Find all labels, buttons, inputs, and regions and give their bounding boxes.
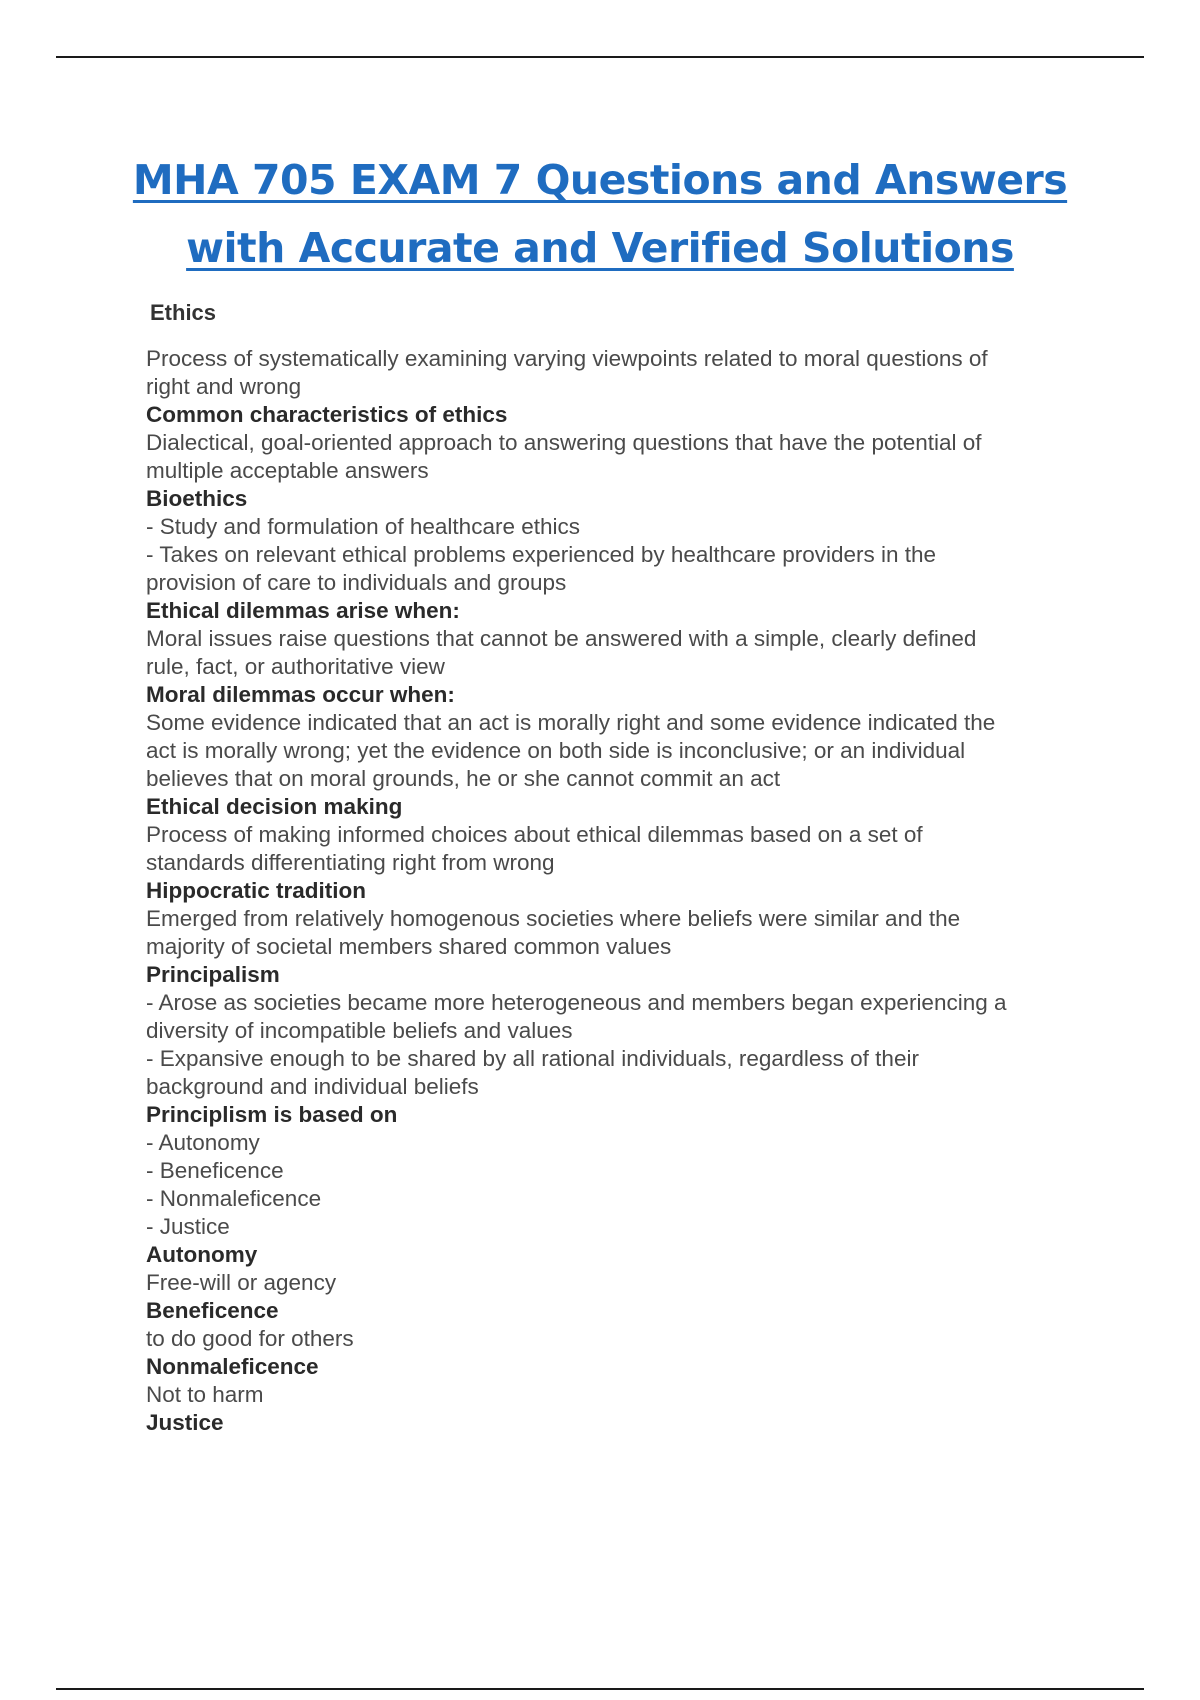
document-title — [60, 146, 1140, 282]
qa-entry — [146, 1409, 1086, 1437]
entry-definition-line: - Takes on relevant ethical problems experienced by healthcare providers in the — [146, 542, 937, 567]
qa-entry — [146, 485, 1086, 597]
entry-definition-line: Dialectical, goal-oriented approach to answering questions that have the potential of — [146, 430, 982, 455]
definition-line: right and wrong — [146, 374, 302, 399]
qa-entries — [146, 401, 1086, 1437]
entry-term: Hippocratic tradition — [146, 878, 367, 903]
entry-definition-line: provision of care to individuals and groups — [146, 570, 567, 595]
footer-rule — [56, 1688, 1144, 1690]
entry-definition-line: act is morally wrong; yet the evidence on both side is inconclusive; or an individual — [146, 738, 966, 763]
entry-term: Principalism — [146, 962, 280, 987]
definition-line: Process of systematically examining varying viewpoints related to moral questions of — [146, 346, 988, 371]
qa-entry — [146, 1241, 1086, 1297]
entry-term: Justice — [146, 1410, 224, 1435]
entry-definition-line: standards differentiating right from wrong — [146, 850, 555, 875]
entry-definition-line: diversity of incompatible beliefs and values — [146, 1018, 573, 1043]
title-line-2: with Accurate and Verified Solutions — [186, 224, 1014, 272]
entry-definition-line: to do good for others — [146, 1326, 354, 1351]
entry-term: Beneficence — [146, 1298, 279, 1323]
qa-entry — [146, 597, 1086, 681]
qa-content — [146, 345, 1086, 1437]
entry-definition-line: - Expansive enough to be shared by all rational individuals, regardless of their — [146, 1046, 919, 1071]
entry-definition-line: Process of making informed choices about ethical dilemmas based on a set of — [146, 822, 923, 847]
entry-term: Ethical decision making — [146, 794, 403, 819]
first-term: Ethics — [150, 300, 217, 325]
entry-definition-line: Moral issues raise questions that cannot be answered with a simple, clearly defined — [146, 626, 977, 651]
entry-definition-line: Free-will or agency — [146, 1270, 337, 1295]
qa-entry — [146, 401, 1086, 485]
qa-entry — [146, 1353, 1086, 1409]
entry-definition-line: Not to harm — [146, 1382, 264, 1407]
entry-term: Bioethics — [146, 486, 248, 511]
qa-entry — [146, 1297, 1086, 1353]
entry-term: Ethical dilemmas arise when: — [146, 598, 460, 623]
entry-definition-line: multiple acceptable answers — [146, 458, 429, 483]
entry-term: Moral dilemmas occur when: — [146, 682, 455, 707]
entry-definition-line: background and individual beliefs — [146, 1074, 479, 1099]
entry-definition-line: Some evidence indicated that an act is morally right and some evidence indicated the — [146, 710, 996, 735]
qa-entry — [146, 961, 1086, 1101]
entry-definition-line: - Justice — [146, 1214, 230, 1239]
entry-definition-line: - Study and formulation of healthcare ethics — [146, 514, 580, 539]
title-line-1: MHA 705 EXAM 7 Questions and Answers — [132, 156, 1068, 204]
qa-entry — [146, 877, 1086, 961]
first-definition — [146, 345, 1086, 401]
entry-term: Nonmaleficence — [146, 1354, 319, 1379]
entry-definition-line: - Nonmaleficence — [146, 1186, 322, 1211]
entry-definition-line: - Autonomy — [146, 1130, 260, 1155]
entry-definition-line: majority of societal members shared common values — [146, 934, 672, 959]
entry-definition-line: rule, fact, or authoritative view — [146, 654, 445, 679]
entry-definition-line: Emerged from relatively homogenous societies where beliefs were similar and the — [146, 906, 961, 931]
entry-term: Autonomy — [146, 1242, 258, 1267]
qa-entry — [146, 681, 1086, 793]
entry-definition-line: - Arose as societies became more heterogeneous and members began experiencing a — [146, 990, 1007, 1015]
entry-term: Common characteristics of ethics — [146, 402, 508, 427]
entry-term: Principlism is based on — [146, 1102, 398, 1127]
qa-entry — [146, 793, 1086, 877]
header-rule — [56, 56, 1144, 58]
qa-entry — [146, 1101, 1086, 1241]
entry-definition-line: believes that on moral grounds, he or she cannot commit an act — [146, 766, 781, 791]
entry-definition-line: - Beneficence — [146, 1158, 284, 1183]
